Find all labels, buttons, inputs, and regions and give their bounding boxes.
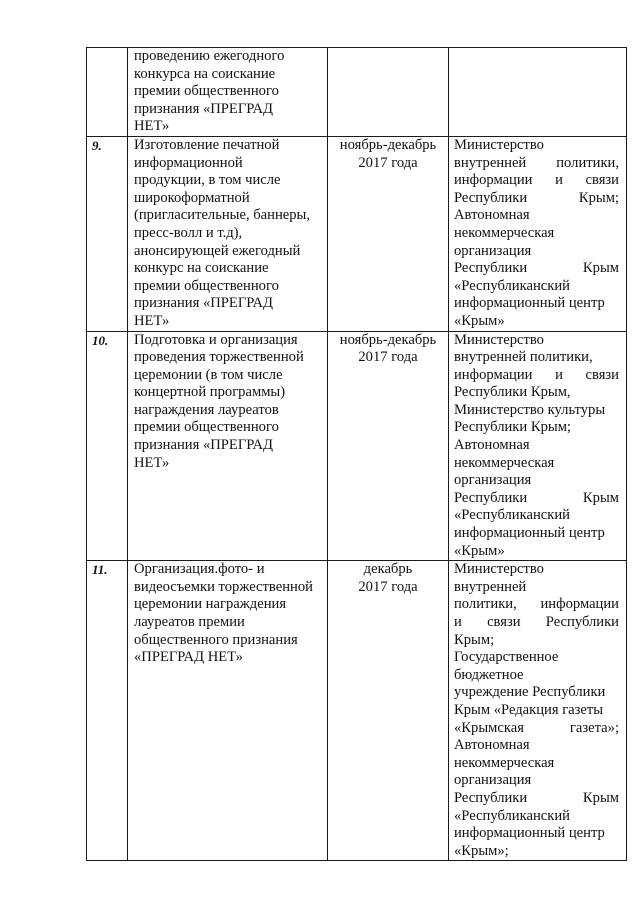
executor-word: некоммерческая [454, 454, 555, 471]
executor-word: Республики [545, 614, 619, 630]
executor-line [454, 790, 619, 808]
executor-line [454, 367, 619, 385]
event-date-line: декабрь [363, 561, 413, 578]
executor-line [454, 825, 619, 843]
executor-word: Автономная [454, 437, 530, 454]
event-name-line: НЕТ» [134, 312, 170, 329]
executor-word: внутренней [454, 578, 527, 595]
executor-line [454, 808, 619, 826]
executor-word: связи [487, 614, 521, 630]
row-number-cell [87, 136, 128, 331]
event-name-line: (пригласительные, баннеры, [134, 207, 311, 224]
executor-word: Министерство [454, 331, 544, 348]
event-name-line: лауреатов премии [134, 614, 245, 630]
executor-word: Крым; [578, 189, 619, 206]
event-name-cell [128, 136, 328, 331]
event-executor-cell [449, 48, 627, 137]
table-row [87, 561, 627, 861]
executor-line [454, 490, 619, 508]
event-name-line: анонсирующей ежегодный [134, 242, 301, 259]
executor-word: «Республиканский [454, 807, 570, 824]
executor-line [454, 402, 619, 420]
event-date-cell [328, 136, 449, 331]
event-date-line: 2017 года [358, 578, 418, 595]
event-date-line: 2017 года [358, 154, 418, 171]
executor-word: Республики [454, 789, 528, 806]
executor-word: некоммерческая [454, 224, 555, 241]
executor-line [454, 702, 619, 720]
table-row [87, 48, 627, 137]
row-number: 11. [92, 562, 108, 578]
executor-word: и [555, 172, 563, 189]
event-date-line: ноябрь-декабрь [339, 136, 437, 153]
executor-line [454, 260, 619, 278]
executor-line [454, 207, 619, 225]
executor-word: «Крым» [454, 542, 505, 559]
executor-word: организация [454, 772, 532, 789]
executor-line [454, 190, 619, 208]
executor-word: и [555, 366, 563, 383]
executor-word: информации [454, 172, 533, 189]
executor-line [454, 295, 619, 313]
executor-line [454, 349, 619, 367]
executor-line [454, 525, 619, 543]
executor-word: информационный центр [454, 295, 605, 312]
executor-word: организация [454, 472, 532, 489]
executor-word: организация [454, 242, 532, 259]
event-name-line: премии общественного [134, 419, 279, 436]
event-executor-cell [449, 331, 627, 561]
event-name-line: концертной программы) [134, 384, 286, 401]
executor-line [454, 137, 619, 155]
executor-word: связи [585, 172, 619, 189]
table-row [87, 136, 627, 331]
executor-line [454, 614, 619, 632]
executor-line [454, 155, 619, 173]
event-date-cell [328, 48, 449, 137]
event-name-cell [128, 48, 328, 137]
event-executor-cell [449, 561, 627, 861]
row-number-cell [87, 561, 128, 861]
executor-line [454, 632, 619, 650]
event-date-cell [328, 561, 449, 861]
events-table-body [87, 48, 627, 861]
event-name-line: пресс-волл и т.д), [134, 224, 243, 241]
event-name-line: признания «ПРЕГРАД [134, 100, 273, 117]
executor-line [454, 243, 619, 261]
executor-line [454, 667, 619, 685]
executor-line [454, 419, 619, 437]
event-name-line: проведения торжественной [134, 349, 304, 366]
executor-line [454, 579, 619, 597]
event-date-line: ноябрь-декабрь [339, 331, 437, 348]
event-name-line: НЕТ» [134, 454, 170, 471]
executor-word: политики, [556, 154, 619, 171]
event-date-cell [328, 331, 449, 561]
executor-word: Министерство [454, 136, 544, 153]
executor-word: «Республиканский [454, 507, 570, 524]
executor-line [454, 384, 619, 402]
event-name-cell [128, 331, 328, 561]
event-name-cell [128, 561, 328, 861]
executor-line [454, 561, 619, 579]
executor-word: Республики [454, 489, 528, 506]
executor-word: учреждение Республики [454, 684, 606, 701]
executor-word: Республики Крым, [454, 384, 571, 401]
executor-word: «Крымская [454, 719, 524, 736]
event-name-line: «ПРЕГРАД НЕТ» [134, 649, 243, 666]
executor-word: некоммерческая [454, 754, 555, 771]
event-date-line: 2017 года [358, 349, 418, 366]
executor-word: информационный центр [454, 525, 605, 542]
executor-word: Республики [454, 260, 528, 277]
executor-word: Автономная [454, 207, 530, 224]
event-name-line: Организация.фото- и [134, 561, 265, 578]
event-name-line: церемонии (в том числе [134, 366, 283, 383]
executor-line [454, 684, 619, 702]
executor-word: «Крым»; [454, 842, 509, 859]
event-name-line: Изготовление печатной [134, 136, 280, 153]
event-executor-cell [449, 136, 627, 331]
executor-word: и [454, 614, 462, 630]
executor-line [454, 507, 619, 525]
executor-word: Министерство [454, 561, 544, 578]
executor-word: Республики Крым; [454, 419, 571, 436]
executor-word: «Республиканский [454, 277, 570, 294]
executor-line [454, 437, 619, 455]
executor-word: газета»; [569, 719, 619, 736]
executor-word: информационный центр [454, 825, 605, 842]
event-name-line: премии общественного [134, 277, 279, 294]
event-name-line: признания «ПРЕГРАД [134, 437, 273, 454]
executor-line [454, 455, 619, 473]
executor-line [454, 332, 619, 350]
executor-line [454, 472, 619, 490]
table-row [87, 331, 627, 561]
event-name-line: информационной [134, 154, 243, 171]
executor-word: внутренней политики, [454, 349, 593, 366]
row-number-cell [87, 48, 128, 137]
executor-word: информации [540, 596, 619, 613]
executor-word: политики, [454, 596, 517, 613]
executor-line [454, 737, 619, 755]
executor-line [454, 543, 619, 561]
executor-line [454, 313, 619, 331]
executor-word: Крым; [454, 631, 495, 648]
executor-word: «Крым» [454, 312, 505, 329]
executor-word: внутренней [454, 154, 527, 171]
event-name-line: признания «ПРЕГРАД [134, 295, 273, 312]
executor-line [454, 278, 619, 296]
row-number: 9. [92, 137, 102, 153]
executor-line [454, 843, 619, 861]
event-name-line: конкурса на соискание [134, 65, 276, 82]
executor-word: Автономная [454, 737, 530, 754]
event-name-line: видеосъемки торжественной [134, 578, 313, 595]
executor-word: бюджетное [454, 666, 524, 683]
executor-line [454, 720, 619, 738]
executor-word: Крым [582, 260, 619, 277]
executor-word: Крым [582, 489, 619, 506]
executor-word: связи [585, 366, 619, 383]
event-name-line: Подготовка и организация [134, 331, 298, 348]
event-name-line: церемонии награждения [134, 596, 287, 613]
executor-word: информации [454, 366, 533, 383]
executor-line [454, 225, 619, 243]
executor-line [454, 649, 619, 667]
event-name-line: общественного признания [134, 631, 298, 648]
row-number-cell [87, 331, 128, 561]
executor-word: Государственное [454, 649, 559, 666]
executor-line [454, 172, 619, 190]
row-number: 10. [92, 332, 109, 348]
executor-word: Крым [582, 789, 619, 806]
event-name-line: премии общественного [134, 83, 279, 100]
event-name-line: награждения лауреатов [134, 401, 279, 418]
event-name-line: проведению ежегодного [134, 48, 285, 64]
event-name-line: продукции, в том числе [134, 172, 281, 189]
executor-word: Министерство культуры [454, 401, 606, 418]
executor-line [454, 772, 619, 790]
executor-line [454, 755, 619, 773]
event-name-line: широкоформатной [134, 189, 250, 206]
event-name-line: конкурс на соискание [134, 260, 269, 277]
executor-word: Республики [454, 189, 528, 206]
events-table [86, 47, 627, 861]
executor-line [454, 596, 619, 614]
event-name-line: НЕТ» [134, 118, 170, 135]
executor-word: Крым «Редакция газеты [454, 701, 604, 718]
